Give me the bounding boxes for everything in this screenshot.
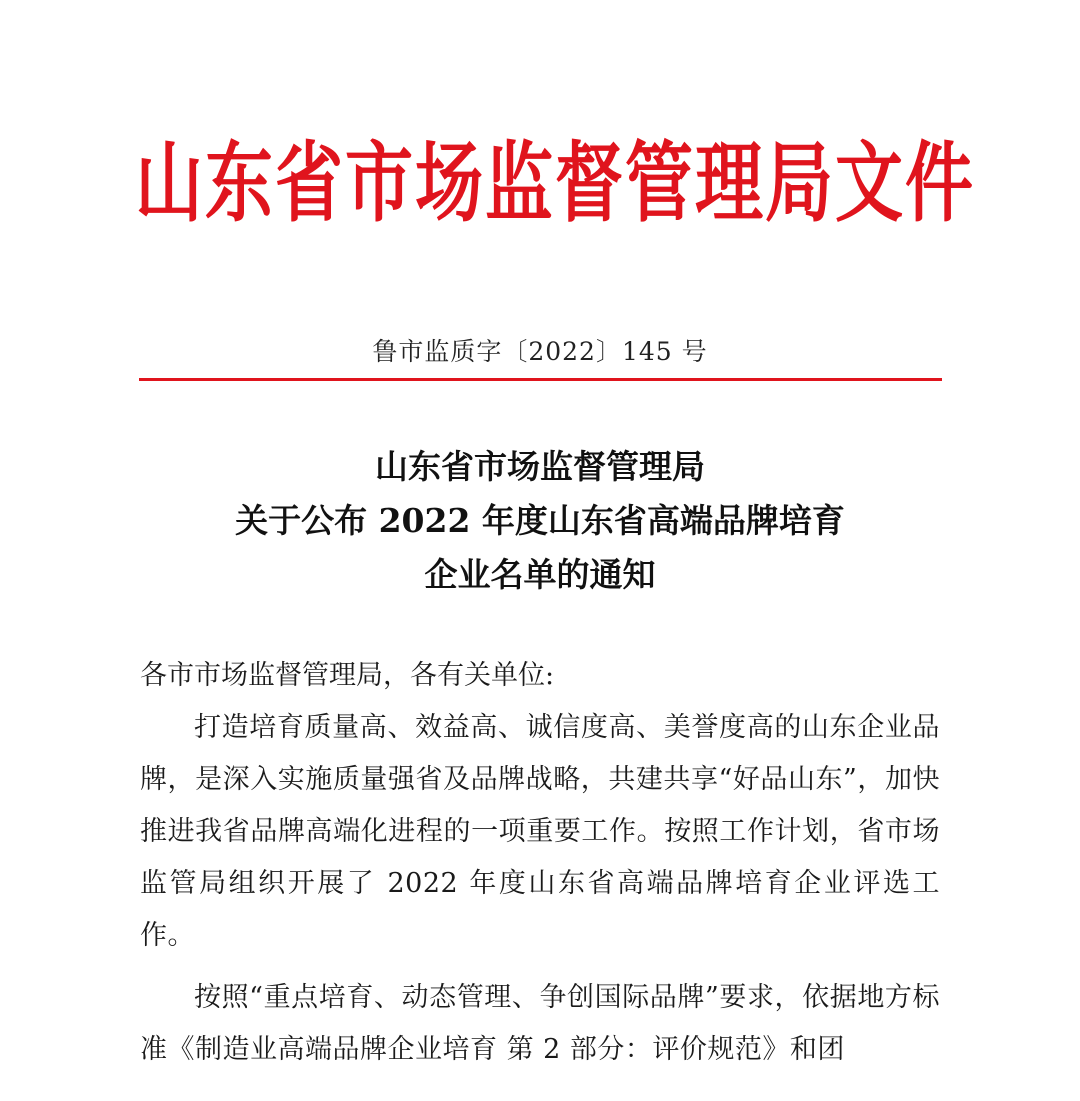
notice-title — [120, 440, 960, 602]
notice-title-line-2: 关于公布 2022 年度山东省高端品牌培育 — [235, 501, 845, 540]
document-number: 鲁市监质字〔2022〕145 号 — [372, 337, 708, 366]
notice-title-line-3: 企业名单的通知 — [424, 555, 656, 594]
agency-file-title: 山东省市场监督管理局文件 — [135, 133, 976, 235]
notice-body — [140, 650, 940, 1076]
notice-title-line-1: 山东省市场监督管理局 — [375, 447, 705, 486]
body-paragraph-2: 按照“重点培育、动态管理、争创国际品牌”要求，依据地方标准《制造业高端品牌企业培育 第 2 部分：评价规范》和团 — [140, 982, 940, 1065]
red-divider-line — [139, 378, 942, 381]
addressee-line: 各市市场监督管理局，各有关单位: — [140, 660, 555, 691]
body-paragraph-1: 打造培育质量高、效益高、诚信度高、美誉度高的山东企业品牌，是深入实施质量强省及品牌战略，共建共享“好品山东”，加快推进我省品牌高端化进程的一项重要工作。按照工作计划，省市场监管局组织开展了 2022 年度山东省高端品牌培育企业评选工作。 — [140, 712, 940, 951]
